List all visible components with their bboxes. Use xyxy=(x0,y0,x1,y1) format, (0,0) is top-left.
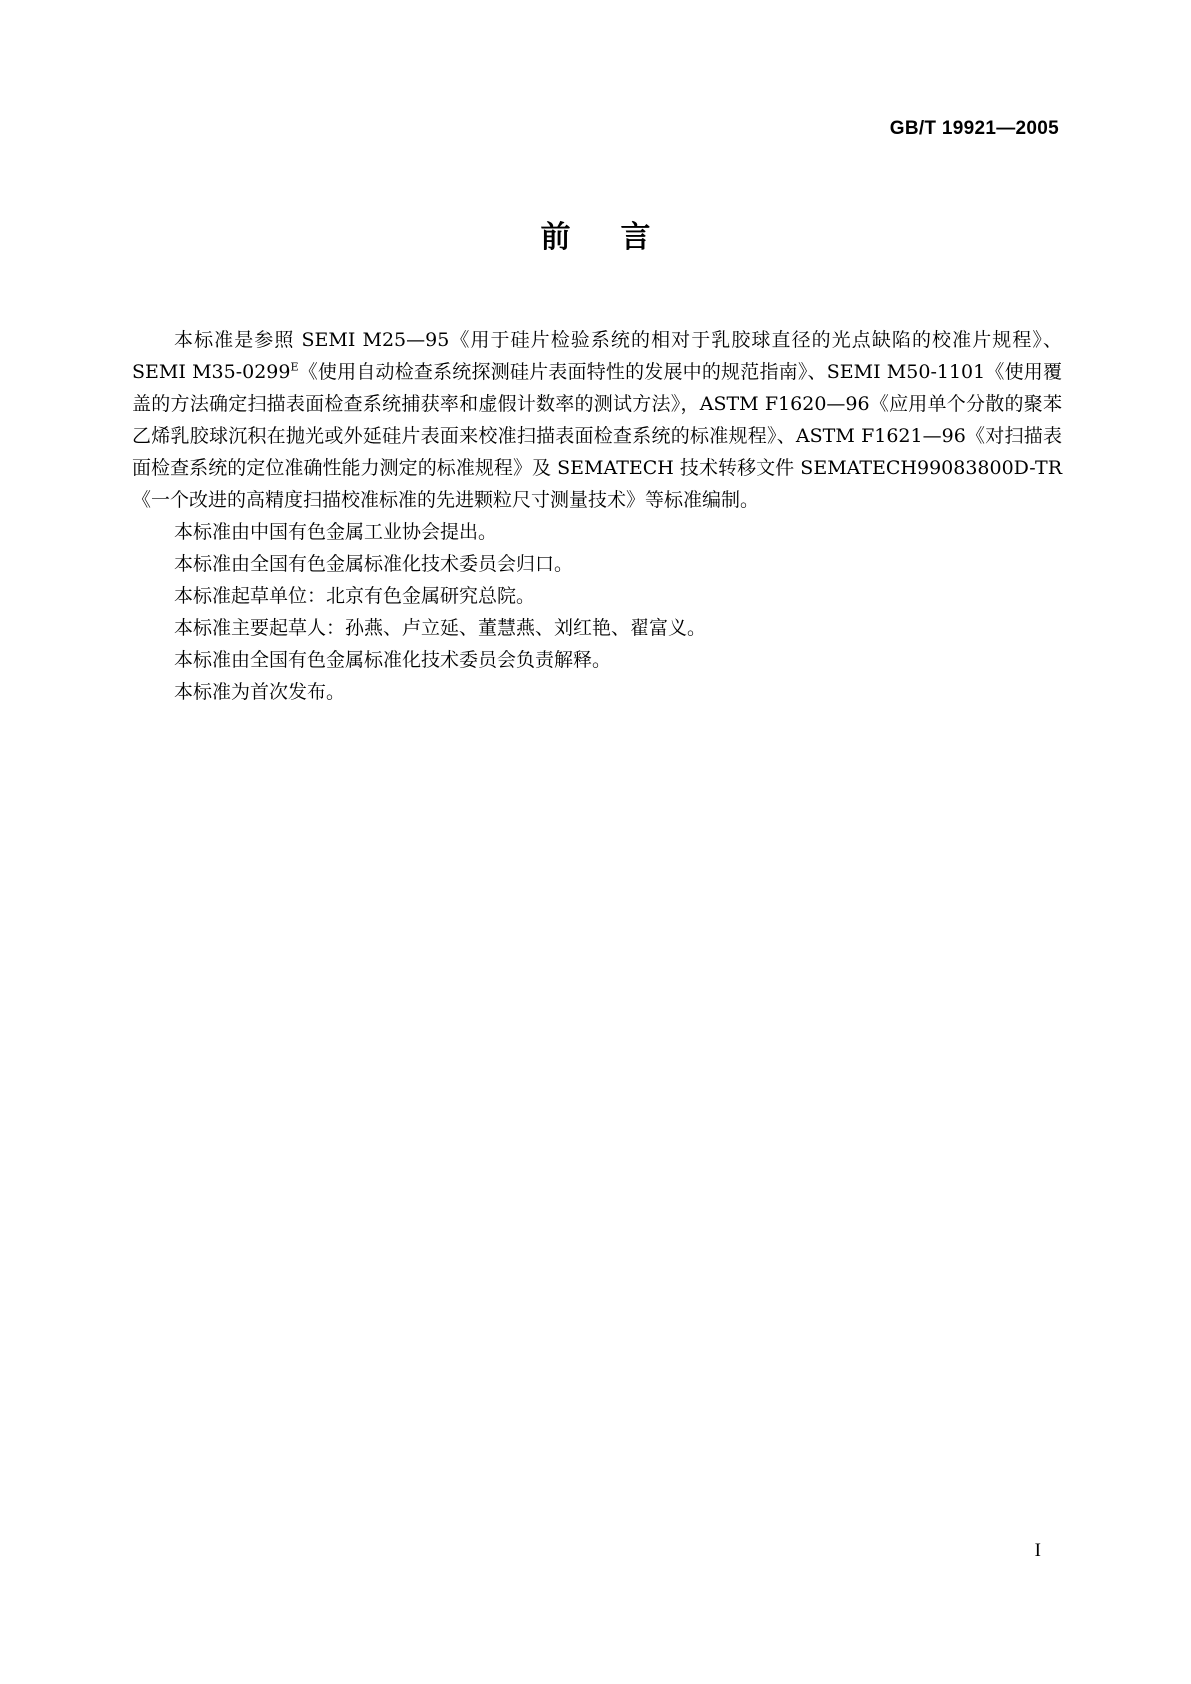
paragraph-administrator: 本标准由全国有色金属标准化技术委员会归口。 xyxy=(174,553,574,575)
superscript-e: E xyxy=(290,360,299,374)
page-title: 前言 xyxy=(540,220,701,255)
paragraph-reference-standards xyxy=(132,324,1062,516)
paragraph-drafters: 本标准主要起草人：孙燕、卢立延、董慧燕、刘红艳、翟富义。 xyxy=(174,617,707,639)
standard-code: GB/T 19921—2005 xyxy=(889,118,1059,139)
page-number: I xyxy=(1034,1540,1041,1561)
paragraph-text: 《使用自动检查系统探测硅片表面特性的发展中的规范指南》、SEMI M50-1101《使用覆盖的方法确定扫描表面检查系统捕获率和虚假计数率的测试方法》，ASTM F1620—96《应用单个分散的聚苯乙烯乳胶球沉积在抛光或外延硅片表面来校准扫描表面检查系统的标准规程》、ASTM F1621—96《对扫描表面检查系统的定位准确性能力测定的标准规程》及 SEMATECH 技术转移文件 SEMATECH99083800D-TR《一个改进的高精度扫描校准标准的先进颗粒尺寸测量技术》等标准编制。 xyxy=(132,361,1063,511)
paragraph-text: 本标准是参照 SEMI M25—95《用于硅片检验系统的相对于乳胶球直径的光点缺陷的校准片规程》、SEMI M35-0299 xyxy=(132,329,1062,383)
paragraph-drafting-unit: 本标准起草单位：北京有色金属研究总院。 xyxy=(174,585,536,607)
paragraph-proposer: 本标准由中国有色金属工业协会提出。 xyxy=(174,521,498,543)
paragraph-first-release: 本标准为首次发布。 xyxy=(174,681,346,703)
foreword-body xyxy=(132,324,1062,708)
paragraph-interpretation: 本标准由全国有色金属标准化技术委员会负责解释。 xyxy=(174,649,612,671)
